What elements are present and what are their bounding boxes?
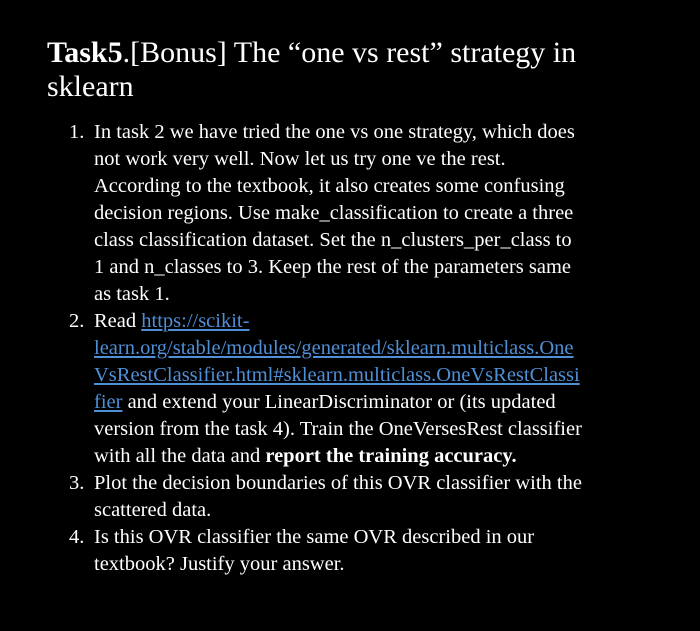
link-part-1[interactable]: https://scikit- bbox=[141, 310, 250, 332]
item-4-line1: Is this OVR classifier the same OVR described in our bbox=[94, 526, 535, 548]
item-number: 2. bbox=[69, 310, 85, 332]
item-1-line6: 1 and n_classes to 3. Keep the rest of the parameters same bbox=[94, 256, 572, 278]
item-3-line1: Plot the decision boundaries of this OVR classifier with the bbox=[94, 472, 582, 494]
task-number-label: Task5 bbox=[47, 36, 123, 69]
list-item-3 bbox=[69, 470, 664, 524]
link-part-4[interactable]: fier bbox=[94, 391, 123, 413]
task-list bbox=[69, 119, 664, 578]
item-1-line3: According to the textbook, it also creates some confusing bbox=[94, 175, 565, 197]
item-1-line5: class classification dataset. Set the n_clusters_per_class to bbox=[94, 229, 572, 251]
list-item-1 bbox=[69, 119, 664, 308]
item-1-line7: as task 1. bbox=[94, 283, 170, 305]
item-1-line4: decision regions. Use make_classification to create a three bbox=[94, 202, 574, 224]
link-part-2[interactable]: learn.org/stable/modules/generated/sklearn.multiclass.One bbox=[94, 337, 574, 359]
item-number: 1. bbox=[69, 121, 85, 143]
item-2-line6: with all the data and bbox=[94, 445, 261, 467]
item-number: 4. bbox=[69, 526, 85, 548]
link-part-3[interactable]: VsRestClassifier.html#sklearn.multiclass.OneVsRestClassi bbox=[94, 364, 580, 386]
item-1-line1: In task 2 we have tried the one vs one strategy, which does bbox=[94, 121, 575, 143]
item-3-line2: scattered data. bbox=[94, 499, 212, 521]
list-item-4 bbox=[69, 524, 664, 578]
training-accuracy-emphasis: report the training accuracy. bbox=[265, 445, 517, 467]
task-title-line1: .[Bonus] The “one vs rest” strategy in bbox=[122, 36, 577, 69]
item-2-line5: version from the task 4). Train the OneVersesRest classifier bbox=[94, 418, 582, 440]
list-item-2 bbox=[69, 308, 664, 470]
task-heading bbox=[47, 36, 667, 104]
item-number: 3. bbox=[69, 472, 85, 494]
item-2-after-link: and extend your LinearDiscriminator or (its updated bbox=[127, 391, 556, 413]
item-4-line2: textbook? Justify your answer. bbox=[94, 553, 345, 575]
item-1-line2: not work very well. Now let us try one ve the rest. bbox=[94, 148, 506, 170]
task-title-line2: sklearn bbox=[47, 70, 134, 103]
read-label: Read bbox=[94, 310, 137, 332]
